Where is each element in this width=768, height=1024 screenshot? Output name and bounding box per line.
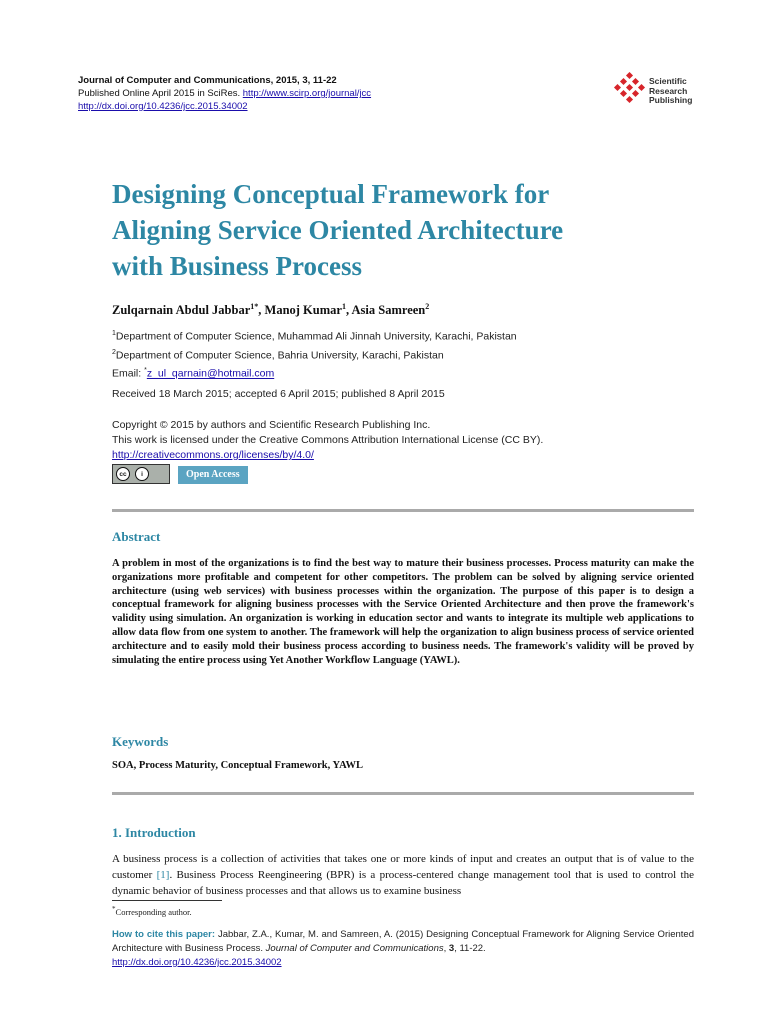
title-line-1: Designing Conceptual Framework for — [112, 179, 550, 209]
doi-link[interactable]: http://dx.doi.org/10.4236/jcc.2015.34002 — [78, 101, 248, 112]
keywords-heading: Keywords — [112, 734, 169, 749]
logo-text — [649, 77, 692, 106]
cc-icon: cc — [116, 467, 130, 481]
section-divider — [112, 792, 694, 795]
email-link[interactable]: z_ul_qarnain@hotmail.com — [146, 367, 275, 380]
cc-by-badge[interactable] — [112, 464, 170, 484]
open-access-badge[interactable]: Open Access — [178, 466, 248, 484]
author-3: Asia Samreen — [351, 303, 426, 318]
keywords-text: SOA, Process Maturity, Conceptual Framework, YAWL — [112, 760, 364, 771]
affiliations — [112, 326, 517, 382]
affiliation-2-text: Department of Computer Science, Bahria University, Karachi, Pakistan — [115, 349, 444, 361]
cite-text-3: , 11-22. — [454, 943, 486, 954]
logo-diamond-icon — [612, 72, 648, 108]
author-1: Zulqarnain Abdul Jabbar — [112, 303, 251, 318]
intro-text-part-2: . Business Process Reengineering (BPR) is a process-centered change management tool that is used to control the dynamic behavior of business processes and that allows us to examine business — [112, 869, 694, 897]
affiliation-2-sup: 2 — [112, 348, 116, 356]
affiliation-2 — [112, 345, 517, 364]
abstract-text: A problem in most of the organizations is to find the best way to mature their business processes. Process maturity can make the organizations more profitable and competent for other competitors. The problem can be solved by aligning service oriented architecture (using web services) with business processes within the organization. The purpose of this paper is to design a conceptual framework for aligning business processes with the Service Oriented Architecture and then prove the framework's validity using simulation. An organization is working in education sector and wants to integrate its multiple web applications to allow data flow from one system to another. The framework will help the organization to align business process of service oriented architecture and to easily mold their business process according to business needs. The framework's validity will be proved by simulating the entire process using Yet Another Workflow Language (YAWL). — [112, 558, 694, 666]
paper-title — [112, 176, 672, 284]
publisher-logo — [612, 72, 722, 112]
logo-line-1: Scientific — [649, 76, 687, 86]
cite-doi-link[interactable]: http://dx.doi.org/10.4236/jcc.2015.34002 — [112, 957, 282, 968]
introduction-heading: 1. Introduction — [112, 825, 196, 840]
journal-citation: Journal of Computer and Communications, 2015, 3, 11-22 — [78, 75, 337, 86]
copyright-line-1: Copyright © 2015 by authors and Scientific Research Publishing Inc. — [112, 419, 431, 431]
title-line-3: with Business Process — [112, 251, 363, 281]
published-text: Published Online April 2015 in SciRes. — [78, 88, 243, 99]
author-2-sup: 1 — [341, 302, 346, 311]
journal-header — [78, 74, 371, 113]
license-line — [112, 448, 543, 463]
reference-link[interactable]: [1] — [156, 869, 170, 881]
logo-line-3: Publishing — [649, 95, 693, 105]
footnote-divider — [112, 900, 222, 901]
author-2: Manoj Kumar — [264, 303, 342, 318]
dates-line: Received 18 March 2015; accepted 6 April 2015; published 8 April 2015 — [112, 388, 445, 400]
footnote-text: Corresponding author. — [115, 906, 192, 917]
cite-label: How to cite this paper: — [112, 929, 216, 940]
affiliation-1 — [112, 326, 517, 345]
cite-text-2: , — [443, 943, 449, 954]
intro-text-part-1: A business process is a collection of activities that takes one or more kinds of input and creates an output that is of value to the customer — [112, 853, 694, 881]
affiliation-1-text: Department of Computer Science, Muhammad Ali Jinnah University, Karachi, Pakistan — [115, 330, 517, 343]
copyright — [112, 418, 543, 463]
cite-journal: Journal of Computer and Communications — [265, 943, 444, 954]
introduction-text — [112, 851, 694, 899]
license-link[interactable]: http://creativecommons.org/licenses/by/4.0/ — [112, 449, 314, 461]
email-sup: * — [144, 367, 147, 374]
title-line-2: Aligning Service Oriented Architecture — [112, 215, 564, 245]
journal-url-link[interactable]: http://www.scirp.org/journal/jcc — [242, 88, 372, 99]
affiliation-1-sup: 1 — [112, 330, 116, 337]
cite-text-1: Jabbar, Z.A., Kumar, M. and Samreen, A. (2015) Designing Conceptual Framework for Aligning Service Oriented Architecture with Business Process. — [112, 929, 694, 954]
author-sep: , — [345, 303, 352, 318]
footnote-sup: * — [112, 905, 116, 913]
author-1-sup: 1* — [250, 302, 259, 311]
email-label: Email: — [112, 367, 145, 380]
email-line — [112, 363, 517, 382]
published-line — [78, 87, 371, 100]
how-to-cite — [112, 928, 694, 970]
attribution-icon: i — [135, 467, 149, 481]
cite-volume: 3 — [448, 943, 455, 954]
footnote — [112, 905, 192, 917]
doi-line — [78, 100, 371, 113]
authors — [112, 302, 429, 318]
section-divider — [112, 509, 694, 512]
copyright-line-2: This work is licensed under the Creative Commons Attribution International License (CC BY). — [112, 434, 544, 446]
author-sep: , — [258, 303, 265, 318]
abstract-heading: Abstract — [112, 529, 161, 544]
logo-line-2: Research — [649, 85, 688, 96]
author-3-sup: 2 — [425, 302, 430, 311]
